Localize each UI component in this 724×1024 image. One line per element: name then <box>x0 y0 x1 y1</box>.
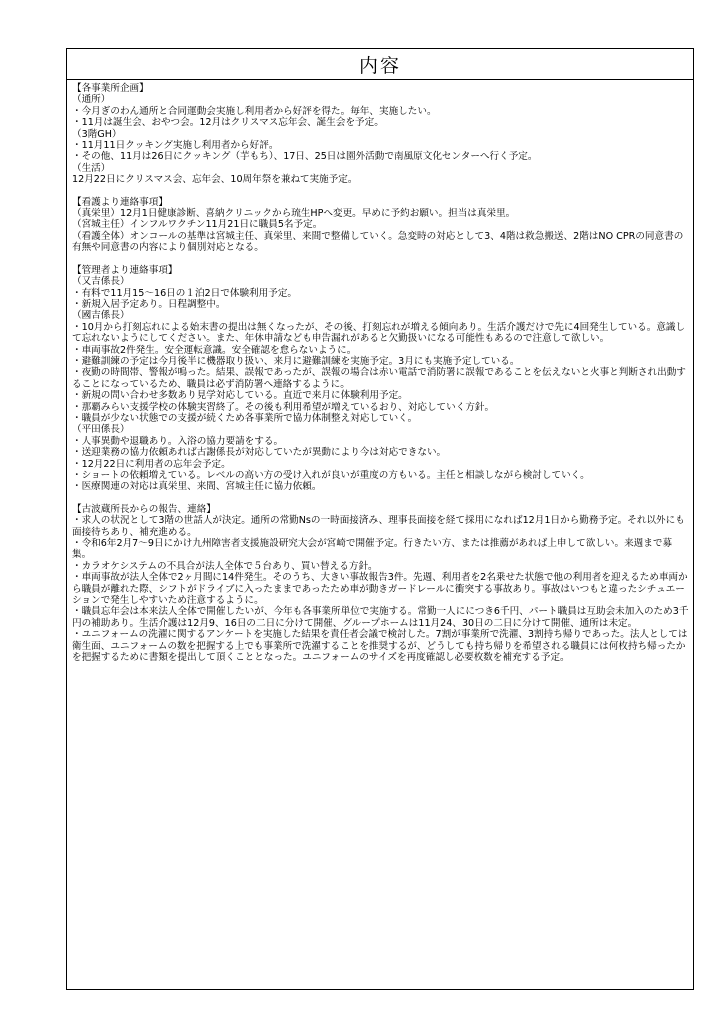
section-line: ・12月22日に利用者の忘年会予定。 <box>72 458 231 470</box>
section <box>72 83 689 186</box>
section-line: （又吉係長） <box>72 276 130 288</box>
content-cell <box>67 80 693 664</box>
section-line: ・避難訓練の予定は今月後半に機器取り扱い、来月に避難訓練を実施予定。3月にも実施予定している。 <box>72 355 520 367</box>
section-line: ・11月は誕生会、おやつ会。12月はクリスマス忘年会、誕生会を予定。 <box>72 117 384 129</box>
section-line: ・有料で11月15～16日の１泊2日で体験利用予定。 <box>72 287 298 299</box>
section <box>72 197 689 254</box>
section-line: ・令和6年2月7～9日にかけ九州障害者支援施設研究大会が宮崎で開催予定。行きたい方、または推薦があれば上申して欲しい。来週まで募集。 <box>72 538 673 561</box>
section-line: ・医療関連の対応は真栄里、来間、宮城主任に協力依頼。 <box>72 481 322 493</box>
section-heading: 【看護より連絡事項】 <box>72 196 168 208</box>
section-line: ・車両事故2件発生。安全運転意識。安全確認を怠らないように。 <box>72 344 357 356</box>
section-line: （國吉係長） <box>72 310 130 322</box>
section-line: ・新規の問い合わせ多数あり見学対応している。直近で来月に体験利用予定。 <box>72 390 408 402</box>
section-heading: 【古波蔵所長からの報告、連絡】 <box>72 503 216 515</box>
section-line: ・カラオケシステムの不具合が法人全体で５台あり、買い替える方針。 <box>72 560 378 572</box>
section-line: ・那覇みらい支援学校の体験実習終了。その後も利用希望が増えているおり、対応していく方針。 <box>72 401 495 413</box>
title-text: 内容 <box>358 54 401 77</box>
section-line: ・職員忘年会は本来法人全体で開催したいが、今年も各事業所単位で実施する。常勤一人ににつき6千円、パート職員は互助会未加入のため3千円の補助あり。生活介護は12月9、16日の二日に分けて開催、グループホームは11月24、30日の二日に分けて開催、通所は未定。 <box>72 606 689 629</box>
section-line: （真栄里）12月1日健康診断、喜納クリニックから琉生HPへ変更。早めに予約お願い。担当は真栄里。 <box>72 208 516 220</box>
section-line: ・10月から打刻忘れによる始末書の提出は無くなったが、その後、打刻忘れが増える傾向あり。生活介護だけで先に4回発生している。意識して忘れないようにしてください。また、年休申請なども申告漏れがあると欠勤扱いになる可能性もあるので注意して欲しい。 <box>72 321 686 345</box>
section-line: ・新規入居予定あり。日程調整中。 <box>72 298 226 310</box>
section-line: ・夜勤の時間帯、警報が鳴った。結果、誤報であったが、誤報の場合は赤い電話で消防署に誤報であることを伝えないと火事と判断され出動することになっているため、職員は必ず消防署へ連絡するように。 <box>72 367 686 390</box>
section-line: ・送迎業務の協力依頼あれば古謝係長が対応していたが異動により今は対応できない。 <box>72 447 447 459</box>
section-line: ・ユニフォームの洗濯に関するアンケートを実施した結果を責任者会議で検討した。7割が事業所で洗濯、3割持ち帰りであった。法人としては衛生面、ユニフォームの数を把握する上でも事業所で洗濯することを推奨するが、どうしても持ち帰りを希望される職員には何枚持ち帰ったかを把握するために書類を提出して頂くこととなった。ユニフォームのサイズを再度確認し必要枚数を補充する予定。 <box>72 629 688 664</box>
section-line: ・その他、11月は26日にクッキング（芋もち）、17日、25日は園外活動で南風原文化センターへ行く予定。 <box>72 151 538 163</box>
section-line: （宮城主任）インフルワクチン11月21日に職員5名予定。 <box>72 219 323 231</box>
section-line: （通所） <box>72 94 111 106</box>
section-line: ・人事異動や退職あり。入浴の協力要請をする。 <box>72 435 284 447</box>
minutes-table <box>66 48 694 990</box>
section <box>72 504 689 664</box>
table-title <box>67 49 693 80</box>
section <box>72 265 689 493</box>
section-line: 12月22日にクリスマス会、忘年会、10周年祭を兼ねて実施予定。 <box>72 174 358 186</box>
section-line: （3階GH） <box>72 128 122 140</box>
section-line: （看護全体）オンコールの基準は宮城主任、真栄里、来間で整備していく。急変時の対応として3、4階は救急搬送、2階はNO CPRの同意書の有無や同意書の内容により個別対応となる。 <box>72 230 684 254</box>
section-line: ・職員が少ない状態での支援が続くため各事業所で協力体制整え対応していく。 <box>72 412 418 424</box>
section-line: （生活） <box>72 162 111 174</box>
section-line: ・今月ぎのわん通所と合同運動会実施し利用者から好評を得た。毎年、実施したい。 <box>72 105 437 117</box>
section-heading: 【管理者より連絡事項】 <box>72 264 178 276</box>
section-line: ・ショートの依頼増えている。レベルの高い方の受け入れが良いが重度の方もいる。主任と相談しながら検討していく。 <box>72 470 590 481</box>
section-heading: 【各事業所企画】 <box>72 83 149 94</box>
section-line: ・求人の状況として3階の世話人が決定。通所の常勤Nsの一時面接済み、理事長面接を経て採用になれば12月1日から勤務予定。それ以外にも面接待ちあり、補充進める。 <box>72 515 685 538</box>
section-line: ・11月11日クッキング実施し利用者から好評。 <box>72 140 279 152</box>
section-line: （平田係長） <box>72 424 130 436</box>
section-line: ・車両事故が法人全体で2ヶ月間に14件発生。そのうち、大きい事故報告3件。先週、利用者を2名乗せた状態で他の利用者を迎えるため車両から職員が離れた際、シフトがドライブに入ったままであったため車が動きガードレールに衝突する事故あり。事故はいつもと違ったシチュエーションで発生しやすいため注意するように。 <box>72 572 688 607</box>
